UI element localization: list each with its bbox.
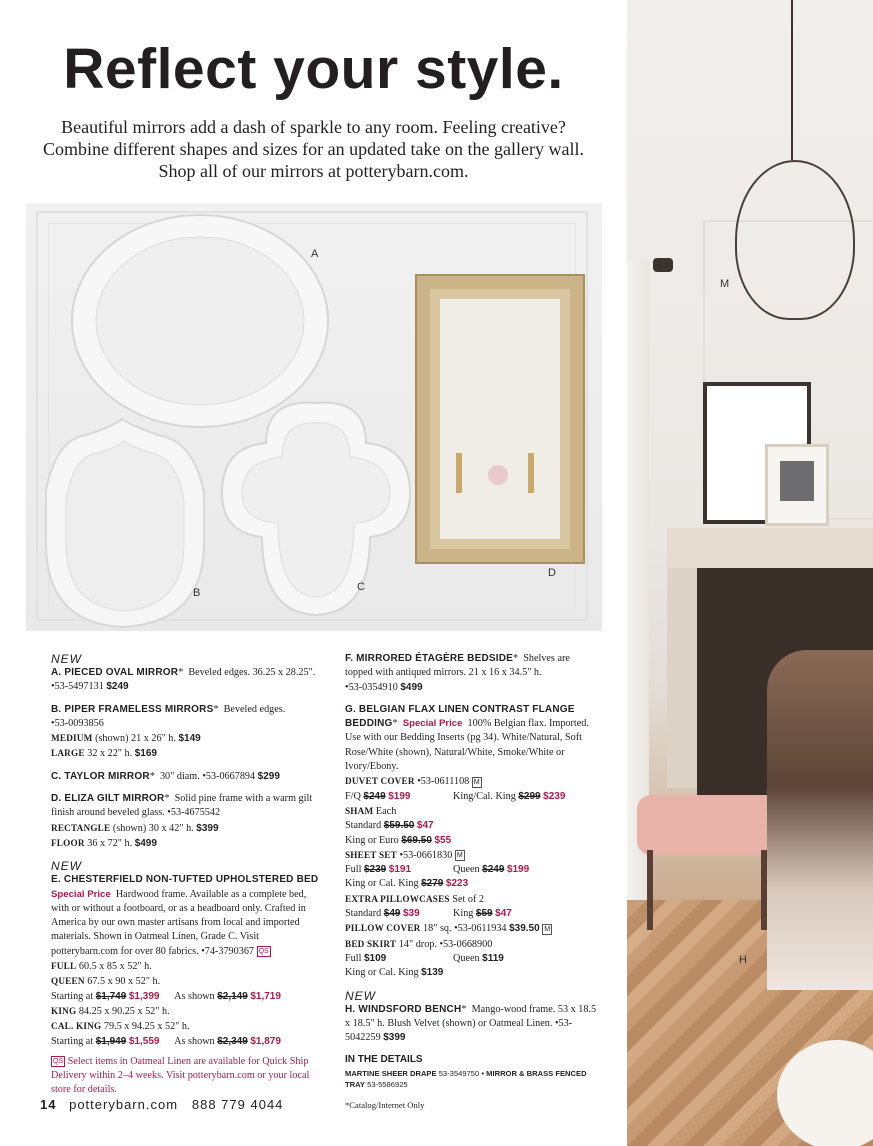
product-heading: F. MIRRORED ÉTAGÈRE BEDSIDE: [345, 653, 514, 664]
size-dims: (shown) 30 x 42" h.: [112, 822, 194, 834]
size-dims: 84.25 x 90.25 x 52" h.: [78, 1005, 170, 1017]
asterisk: *: [213, 703, 219, 715]
price-label: Starting at: [51, 990, 94, 1002]
product-desc: 100% Belgian flax. Imported. Use with our Bedding Inserts (pg 34). White/Natural, Soft Rose/White (shown), Natural/White, Smoke/White or Ivory/Ebony.: [345, 718, 589, 773]
price-label: As shown: [174, 990, 215, 1002]
size-label: FULL: [51, 961, 77, 972]
sale-price: $199: [388, 790, 411, 802]
new-tag: NEW: [51, 859, 82, 874]
product-sku: •53-0668900: [439, 938, 493, 950]
asterisk: *: [461, 1003, 467, 1015]
windsford-bench: [637, 795, 787, 855]
size-label: Queen: [453, 864, 480, 876]
intro-line: Combine different shapes and sizes for an updated take on the gallery wall.: [43, 139, 584, 159]
sale-price: $1,879: [250, 1035, 281, 1047]
item-note: 14" drop.: [398, 938, 437, 950]
sale-price: $39: [403, 908, 420, 920]
detail-sku: 53-3549750: [438, 1068, 480, 1078]
product-heading: E. CHESTERFIELD NON-TUFTED UPHOLSTERED BED: [51, 874, 319, 886]
detail-label: MIRROR & BRASS FENCED TRAY: [345, 1068, 587, 1089]
asterisk: *: [149, 770, 155, 782]
gilt-mirror-glass: [440, 299, 560, 539]
monogram-icon: M: [544, 925, 551, 933]
quick-ship-text: Select items in Oatmeal Linen are available for Quick Ship Delivery within 2–4 weeks. Visit potterybarn.com or your local store for details.: [51, 1055, 310, 1096]
size-price: $499: [134, 837, 157, 849]
old-price: $1,749: [95, 990, 127, 1002]
product-desc: Hardwood frame. Available as a complete bed, with or without a footboard, or as a headboard only. Crafted in America by our own master artisans from local and imported materials. Shown in Oatmeal Linen, Grade C. Visit potterybarn.com for over 80 fabrics.: [51, 888, 307, 957]
room-photo: [627, 0, 873, 1146]
mirrors-illustration: [26, 203, 602, 631]
size-label: Queen: [453, 952, 480, 964]
photo-label-a: A: [311, 248, 319, 260]
bench-legs: [647, 850, 767, 930]
size-price: $149: [178, 733, 201, 745]
sale-price: $1,399: [128, 990, 160, 1002]
product-sku: •53-0661830: [399, 849, 453, 861]
product-heading: G. BELGIAN FLAX LINEN CONTRAST FLANGE BEDDING: [345, 703, 575, 730]
photo-label-c: C: [357, 581, 365, 593]
separator: •: [481, 1068, 485, 1078]
sale-price: $47: [495, 908, 512, 920]
item-note: Each: [375, 805, 397, 817]
mirrors-photo: [26, 203, 602, 631]
product-sku: •53-0093856: [51, 717, 104, 729]
monogram-icon: M: [473, 778, 480, 786]
product-h: [345, 1003, 600, 1046]
sale-price: $55: [434, 834, 452, 846]
item-label: SHAM: [345, 805, 374, 816]
product-column-right: [345, 652, 600, 1112]
product-sku: •53-0667894: [202, 770, 256, 782]
size-label: Full: [345, 864, 362, 876]
queen-prices: [51, 990, 326, 1004]
product-heading: H. WINDSFORD BENCH: [345, 1003, 462, 1015]
item-label: DUVET COVER: [345, 776, 415, 787]
old-price: $249: [482, 864, 505, 876]
size-price: $399: [196, 822, 219, 834]
size-dims: (shown) 21 x 26" h.: [95, 733, 176, 745]
product-sku: •53-5497131: [51, 681, 104, 693]
product-heading: C. TAYLOR MIRROR: [51, 770, 150, 782]
new-tag: NEW: [51, 652, 82, 666]
size-label: Standard: [345, 908, 382, 920]
page-title: Reflect your style.: [63, 37, 564, 101]
old-price: $1,949: [95, 1035, 127, 1047]
product-price: $249: [106, 681, 129, 693]
size-price: $169: [134, 748, 157, 760]
reflected-candlestick: [528, 453, 534, 493]
product-sku: •53-0611934: [454, 923, 507, 935]
piper-mirror-inner: [66, 441, 184, 611]
photo-label-h: H: [739, 954, 747, 966]
monogram-icon: M: [456, 852, 463, 860]
fireplace-surround: [667, 568, 697, 788]
fireplace-mantel: [667, 528, 873, 568]
new-tag: NEW: [345, 988, 376, 1003]
product-price: $119: [482, 952, 504, 964]
oval-mirror-inner: [96, 237, 304, 405]
product-a: [51, 666, 326, 695]
size-label: LARGE: [51, 748, 85, 759]
price-cell: [345, 863, 453, 877]
sale-price: $239: [543, 790, 566, 802]
product-price: $139: [421, 967, 444, 979]
product-b: [51, 703, 326, 762]
product-e: [51, 873, 326, 1097]
size-label: FLOOR: [51, 837, 85, 848]
special-price-tag: Special Price: [402, 718, 463, 730]
curtain-rod: [653, 258, 673, 272]
photo-label-d: D: [548, 567, 556, 579]
quick-ship-icon: QS: [258, 947, 269, 955]
in-the-details-list: [345, 1068, 600, 1090]
item-note: Set of 2: [452, 893, 484, 905]
size-label: CAL. KING: [51, 1021, 102, 1032]
item-note: 18" sq.: [423, 923, 452, 935]
item-label: BED SKIRT: [345, 938, 397, 949]
intro-line: Shop all of our mirrors at potterybarn.com.: [158, 161, 469, 181]
in-the-details-heading: IN THE DETAILS: [345, 1054, 423, 1066]
item-label: SHEET SET: [345, 849, 397, 860]
old-price: $59: [475, 908, 493, 920]
product-desc: Solid pine frame with a warm gilt finish around beveled glass.: [51, 793, 313, 819]
old-price: $2,149: [217, 990, 248, 1002]
size-label: King/Cal. King: [453, 790, 516, 802]
asterisk: *: [513, 653, 519, 664]
product-price: $109: [363, 952, 387, 964]
sale-price: $1,559: [128, 1035, 160, 1047]
product-desc: Beveled edges.: [223, 703, 286, 715]
size-label: QUEEN: [51, 976, 85, 987]
website: potterybarn.com: [69, 1097, 179, 1112]
photo-label-b: B: [193, 587, 201, 599]
sale-price: $223: [445, 878, 469, 890]
price-cell: [345, 790, 453, 804]
special-price-tag: Special Price: [51, 888, 111, 900]
price-label: As shown: [174, 1035, 215, 1047]
size-dims: 67.5 x 90 x 52" h.: [87, 976, 161, 988]
product-d: [51, 792, 326, 851]
sale-price: $199: [506, 864, 530, 876]
intro-text: [20, 116, 607, 182]
price-cell: [345, 907, 453, 921]
product-sku: •53-4675542: [167, 807, 221, 819]
detail-label: MARTINE SHEER DRAPE: [345, 1068, 437, 1078]
sale-price: $47: [416, 820, 434, 832]
size-label: King or Euro: [345, 834, 399, 846]
product-sku: •53-0611108: [417, 776, 470, 788]
item-label: PILLOW COVER: [345, 923, 421, 934]
product-heading: D. ELIZA GILT MIRROR: [51, 793, 165, 805]
product-price: $299: [257, 770, 280, 782]
product-sku: •53-0354910: [345, 681, 398, 693]
asterisk: *: [178, 667, 184, 678]
size-label: King: [453, 908, 474, 920]
size-dims: 36 x 72" h.: [87, 837, 133, 849]
size-label: MEDIUM: [51, 733, 93, 744]
size-label: F/Q: [345, 790, 361, 802]
size-label: Full: [345, 952, 362, 964]
product-f: [345, 652, 600, 695]
size-label: King or Cal. King: [345, 878, 419, 890]
old-price: $299: [518, 790, 541, 802]
page-footer: [40, 1097, 283, 1112]
asterisk: *: [164, 793, 170, 805]
price-cell: [345, 952, 453, 966]
reflected-candlestick: [456, 453, 462, 493]
quick-ship-icon: QS: [53, 1057, 64, 1065]
old-price: $49: [383, 908, 401, 920]
old-price: $279: [421, 878, 444, 890]
detail-sku: 53-5586925: [367, 1079, 408, 1089]
sale-price: $1,719: [250, 990, 281, 1002]
product-column-left: [51, 652, 326, 1106]
quick-ship-note: [51, 1055, 326, 1098]
phone-number: 888 779 4044: [191, 1097, 284, 1112]
size-label: KING: [51, 1005, 77, 1016]
product-heading: B. PIPER FRAMELESS MIRRORS: [51, 703, 214, 715]
chandelier: [735, 160, 855, 320]
old-price: $239: [363, 864, 387, 876]
sale-price: $191: [388, 864, 412, 876]
price-label: Starting at: [51, 1035, 94, 1047]
product-sku: •53-5042259: [345, 1017, 573, 1044]
size-label: King or Cal. King: [345, 967, 419, 979]
chesterfield-chair-with-throw: [767, 650, 873, 990]
product-desc: 30" diam.: [159, 770, 200, 782]
reflected-flowers: [488, 465, 508, 485]
product-price: $399: [383, 1032, 406, 1044]
size-dims: 60.5 x 85 x 52" h.: [78, 961, 152, 973]
size-dims: 32 x 22" h.: [87, 748, 133, 760]
footnote: *Catalog/Internet Only: [345, 1099, 425, 1110]
old-price: $59.50: [383, 820, 415, 832]
product-sku: •74-3790367: [201, 945, 255, 957]
calking-prices: [51, 1035, 326, 1049]
product-g: [345, 703, 600, 981]
page-number: 14: [40, 1097, 57, 1112]
product-price: $499: [400, 681, 423, 693]
old-price: $69.50: [401, 834, 432, 846]
product-desc: Beveled edges. 36.25 x 28.25".: [188, 667, 316, 678]
old-price: $249: [363, 790, 386, 802]
item-label: EXTRA PILLOWCASES: [345, 893, 450, 904]
asterisk: *: [392, 718, 398, 730]
product-price: $39.50: [509, 923, 540, 935]
intro-line: Beautiful mirrors add a dash of sparkle to any room. Feeling creative?: [61, 117, 566, 137]
sheer-drape: [627, 260, 649, 960]
size-dims: 79.5 x 94.25 x 52" h.: [103, 1021, 190, 1033]
chandelier-chain: [791, 0, 793, 160]
product-desc: Mango-wood frame. 53 x 18.5 x 18.5" h. Blush Velvet (shown) or Oatmeal Linen.: [345, 1003, 597, 1029]
size-label: RECTANGLE: [51, 822, 111, 833]
product-heading: A. PIECED OVAL MIRROR: [51, 667, 179, 678]
product-desc: Shelves are topped with antiqued mirrors. 21 x 16 x 34.5" h.: [345, 653, 570, 679]
size-label: Standard: [345, 820, 382, 832]
photo-label-m: M: [720, 278, 730, 290]
product-c: [51, 770, 326, 784]
old-price: $2,349: [217, 1035, 248, 1047]
framed-photo: [765, 444, 829, 526]
